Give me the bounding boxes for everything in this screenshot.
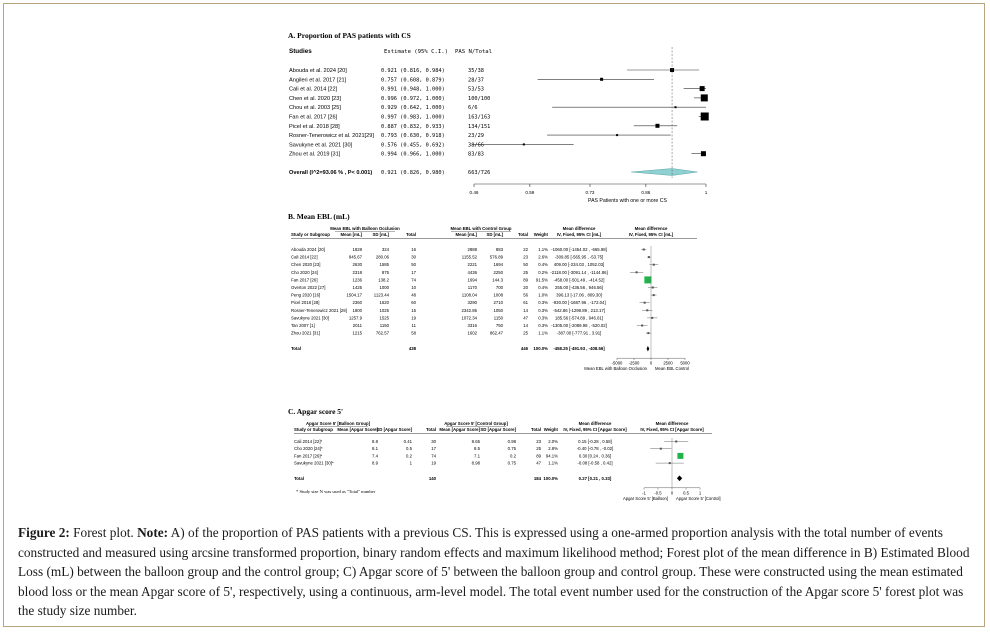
panel-a-overall-estimate: 0.921 (0.826, 0.980) [381,170,445,176]
panelB-mean2: 1170 [467,285,477,290]
panelC-sd2: 0.75 [507,446,516,452]
panel-a-estimate: 0.996 (0.972, 1.000) [381,95,445,102]
panel-a-pas-count: 23/29 [468,133,484,140]
panelB-sd1: 762.57 [375,330,389,336]
panelB-md2-sub-header: IV, Fixed, 95% CI [mL] [628,232,674,237]
panelC-x-tick-label: -1 [642,490,646,496]
panel-a-overall-diamond [631,169,697,176]
panelB-md-header: Mean difference [562,226,596,231]
panelB-total1: 17 [411,269,416,275]
panelB-point [646,309,648,311]
panelB-total2: 25 [523,269,528,275]
panel-a-pas-count: 163/163 [468,114,491,121]
panelC-weight: 2.0% [548,439,558,444]
panelB-total-n2: 446 [520,346,528,352]
panelB-total2: 14 [523,307,528,313]
panel-a-pas-count: 38/66 [468,142,484,149]
panelB-ci-text: -309.85 [-565.95 , -53.75] [554,254,604,260]
panelB-total-label: Total [291,346,301,352]
panelC-mean1: 8.9 [372,460,378,466]
panel-b-header [291,226,697,239]
panelB-study-label: Zhou 2021 [31] [291,330,320,336]
panel-a-estimate: 0.757 (0.608, 0.879) [381,77,445,84]
panelC-study-header: Study or Subgroup [294,427,333,432]
panelB-mean1: 1828 [352,247,362,252]
panelB-x-tick-label: 2500 [663,360,673,366]
panelB-total2-header: Total [518,232,528,237]
panel-a-point [616,134,618,136]
panelB-point [653,264,655,266]
panelB-sd1: 1000 [379,285,389,290]
panelB-mean1: 1236 [352,277,362,283]
panelC-md2-sub-header: IV, Fixed, 95% CI [Apgar Score] [640,427,704,432]
panelB-weight: 0.2% [538,269,548,275]
panel-c-title: C. Apgar score 5' [288,407,344,416]
panelC-total1: 74 [431,453,436,459]
panelB-mean2: 1108.04 [461,292,477,298]
panelB-study-label: Picel 2018 [28] [291,300,320,306]
panelB-point [636,271,638,273]
panelC-weight: 2.8% [548,446,558,452]
panel-a-forest-plot [470,47,709,195]
panel-a-study-label: Zhou et al. 2019 [31] [289,151,341,158]
panelC-study-label: Cali 2014 [22]* [294,439,323,444]
panel-a-pas-count: 134/151 [468,123,491,130]
panelC-total-n2: 184 [533,475,541,481]
figure-caption [18,523,976,621]
panelC-sd1: 1 [409,460,412,466]
panelC-weight: 1.1% [548,460,558,466]
panelC-mean2: 8.5 [474,446,480,452]
panel-a-study-label: Chou et al. 2003 [25] [289,105,341,112]
panelB-weight: 0.3% [538,315,548,321]
panelB-sd1-header: SD [mL] [372,232,389,237]
panelB-weight: 0.3% [538,307,548,313]
panelB-study-label: Cali 2014 [22] [291,254,318,260]
panelB-favours-left: Mean EBL with Balloon Occlusion [584,366,647,372]
panelC-total-weight: 100.0% [543,475,558,481]
panelB-total-diamond [647,346,650,352]
panelC-point [669,462,671,464]
panel-a-header-pas: PAS N/Total [455,49,493,55]
panelB-total-n1: 438 [408,346,416,352]
panelB-sd1: 875 [381,269,389,275]
panelB-sd1: 138.2 [378,277,389,283]
panelC-group2-header: Apgar Score 5' [Control Group] [444,421,508,426]
panelB-sd1: 280.06 [375,254,389,260]
panel-a-study-label: Cali et al. 2014 [22] [289,86,338,93]
panelC-total2: 23 [536,439,541,444]
panelB-study-label: Cho 2020 [24] [291,269,318,275]
panelC-total1: 30 [431,439,436,444]
panelC-weight-header: Weight [543,427,558,432]
panelC-mean2: 8.98 [471,460,480,466]
panelB-point [643,249,645,251]
panel-a-x-tick-label: 0.73 [585,190,595,195]
panelB-total2: 23 [523,254,528,260]
panel-c-header [294,421,712,434]
panelB-total1: 50 [411,262,416,268]
panelB-study-label: Savukyne 2021 [30] [291,315,329,321]
panelB-total2: 14 [523,323,528,328]
panelB-point [648,256,650,258]
panelB-sd2: 1694 [493,262,503,268]
panelB-ci-text: 185.56 [-574.89 , 946.01] [554,315,604,321]
panel-a-overall-label: Overall (I^2=93.06 % , P< 0.001) [289,170,373,176]
panelB-weight: 2.6% [538,254,548,260]
panel-a-study-label: Savukyne et al. 2021 [30] [289,142,353,149]
panel-a-estimate: 0.991 (0.948, 1.000) [381,86,445,93]
panelB-sd2: 883 [495,247,503,252]
panelC-study-label: Cho 2020 [24]* [294,446,323,452]
panelB-sd1: 1620 [379,300,389,306]
panelC-sd1: 0.5 [406,446,412,452]
panelB-x-tick-label: -2500 [628,360,640,366]
panelB-total1: 58 [411,330,416,336]
caption-note-label: Note: [137,525,169,540]
caption-text-b: A) of the proportion of PAS patients with a previous CS. This is expressed using a one-armed proportion analysis with the total number of events constructed and measured using arcsine transformed proportion, binary random effects and maximum likelihood method; Forest plot of the mean difference in B) Estimated Blood Loss (mL) between the balloon group and the control group; C) Apgar score of 5' between the balloon group and control group. These were constructed using the mean estimated blood loss or the mean Apgar score of 5', respectively, using a continuous, arm-level model. The total event number used for the construction of the Apgar score 5' forest plot was the study size number. [18,525,970,619]
panelC-total-ci: 0.27 [0.21 , 0.33] [578,475,612,481]
panel-a-header-estimate: Estimate (95% C.I.) [384,49,448,55]
panelB-total1: 11 [411,323,416,328]
panelC-total1: 19 [431,460,436,466]
panel-a-estimate: 0.921 (0.816, 0.984) [381,68,445,74]
panel-a-x-tick-label: 0.46 [469,190,479,195]
panelB-total2: 56 [523,292,528,298]
panelB-ci-text: -458.00 [-501.49 , -414.52] [553,277,605,283]
panelB-mean1: 1257.9 [348,315,362,321]
panelB-mean2: 3290 [467,300,477,306]
panelB-mean2: 2221 [467,262,477,268]
panelC-mean2-header: Mean [Apgar Score] [439,427,480,432]
panelB-point [644,302,646,304]
panel-a-pas-count: 28/37 [468,77,484,84]
panel-a-study-label: Picel et al. 2018 [28] [289,123,340,130]
panelB-total1: 10 [411,285,416,290]
panelC-sd2: 0.75 [507,460,516,466]
panelB-total2: 22 [523,247,528,252]
panelC-mean1: 8.1 [372,446,378,452]
panel-a-pas-count: 100/100 [468,95,491,102]
panelC-weight: 94.1% [545,453,558,459]
panelC-x-tick-label: 0 [670,490,674,496]
panelB-study-label: Overton 2022 [27] [291,285,326,290]
panelB-total1-header: Total [406,232,416,237]
panel-a-point [701,151,706,156]
panelB-study-header: Study or Subgroup [291,232,330,237]
panelB-point [641,325,643,327]
panelB-md2-header: Mean difference [634,226,668,231]
panelB-weight-header: Weight [533,232,548,237]
panelB-total2: 89 [523,277,528,283]
panelB-mean1: 2360 [352,300,362,306]
panelB-total1: 16 [411,247,416,252]
panelB-sd1: 1525 [379,315,389,321]
panelB-sd2: 144.3 [492,277,503,283]
panelC-md-sub-header: IV, Fixed, 95% CI [Apgar Score] [563,427,627,432]
panelB-study-label: Fan 2017 [26] [291,277,318,283]
panelC-sd1: 0.41 [403,439,412,444]
panelB-sd2: 1150 [493,315,503,321]
panelB-mean1: 845.67 [348,254,362,260]
panel-a-title: A. Proportion of PAS patients with CS [288,31,411,40]
panelB-weight: 0.3% [538,323,548,328]
panelB-sd2: 2250 [493,269,503,275]
panelC-total2: 47 [536,460,541,466]
panelB-sd2: 1008 [493,292,503,298]
panelB-ci-text: 409.00 [-234.03 , 1052.03] [553,262,605,268]
panel-a-pas-count: 6/6 [468,105,478,112]
panelC-point [660,448,662,450]
panelC-total1-header: Total [426,427,436,432]
panelB-sd2: 862.47 [489,330,503,336]
panelB-mean1: 2630 [352,262,362,268]
panelC-mean2: 7.1 [474,453,480,459]
panel-a-study-label: Chen et al. 2020 [23] [289,95,341,102]
panelB-ci-text: 396.13 [-17.06 , 809.30] [556,292,602,298]
panel-a-point [523,143,525,145]
panelB-favours-right: Mean EBL Control [655,366,690,372]
panelB-mean1: 1215 [352,330,362,336]
panel-a-study-label: Abouda et al. 2024 [20] [289,68,347,74]
panelB-total1: 74 [411,277,416,283]
panelB-total2: 47 [523,315,528,321]
panelC-total2: 25 [536,446,541,452]
panelB-weight: 91.5% [535,277,548,283]
panelB-sd1: 1123.44 [373,292,389,298]
panelC-study-label: Savukyne 2021 [30]* [294,460,334,466]
panelB-point [652,287,654,289]
panelB-total1: 19 [411,315,416,321]
panelB-weight: 0.4% [538,262,548,268]
panelC-sd2-header: SD [Apgar Score] [480,427,516,432]
panel-b-rows [291,247,608,351]
panel-a-point [600,78,603,81]
panelC-md2-header: Mean difference [655,421,689,426]
panelB-ci-text: -542.86 [-1298.89 , 213.17] [553,307,605,313]
panel-a-estimate: 0.929 (0.642, 1.000) [381,105,445,112]
panel-a-estimate: 0.793 (0.630, 0.918) [381,133,445,140]
panelB-sd2: 1050 [493,307,503,313]
panelB-point [644,276,651,283]
panelB-point [647,332,649,334]
panel-a-study-label: Fan et al. 2017 [26] [289,114,338,121]
panelB-x-tick-label: -5000 [611,360,623,366]
panelC-mean1: 8.8 [372,439,378,444]
panel-a-point [701,94,708,101]
panelB-ci-text: -387.00 [-777.91 , 3.91] [556,330,602,336]
panelC-total2: 89 [536,453,541,459]
panel-a-point [700,86,705,91]
panelB-ci-text: -930.00 [-1687.96 , -172.04] [552,300,606,306]
panelB-sd1: 1150 [379,323,389,328]
panel-c-rows [294,439,613,481]
panel-a-x-tick-label: 1 [704,190,708,195]
panelB-x-tick-label: 5000 [680,360,690,366]
panelB-sd1: 324 [381,247,389,252]
panelB-mean1: 1504.17 [346,292,362,298]
panelB-total1: 60 [411,300,416,306]
panel-a-rows [289,68,490,176]
panelB-mean2: 1155.52 [461,254,477,260]
panelB-study-label: Abouda 2024 [20] [291,247,325,252]
panel-a-study-label: Rosner-Tenerowicz et al. 2021[29] [289,133,374,140]
panelC-mean2: 8.65 [471,439,480,444]
panelC-ci-text: -0.40 [-0.78 , -0.02] [576,446,614,452]
panel-c-footnote: * Study size N was used as "Total" number [296,489,376,494]
panel-a-pas-count: 83/83 [468,151,484,158]
panelB-mean2: 1602 [467,330,477,336]
panelB-weight: 1.1% [538,247,548,252]
panelB-ci-text: -2118.00 [-3091.14 , -1144.86] [550,269,608,275]
panelC-sd1: 0.2 [406,453,412,459]
panelC-group1-header: Apgar Score 5' [Balloon Group] [305,421,371,426]
panelB-total1: 15 [411,307,416,313]
panelC-total2-header: Total [531,427,541,432]
panel-a-estimate: 0.997 (0.983, 1.000) [381,114,445,121]
panelB-total2: 50 [523,262,528,268]
panel-b-title: B. Mean EBL (mL) [288,212,350,221]
panelB-sd1: 1025 [379,307,389,313]
panelC-x-tick-label: 1 [698,490,702,496]
panelB-mean1: 1800 [352,307,362,313]
panel-a-xlabel: PAS Patients with one or more CS [588,198,667,204]
panelB-weight: 1.0% [538,292,548,298]
panelC-ci-text: 0.15 [-0.28 , 0.58] [578,439,612,444]
panel-a-estimate: 0.576 (0.455, 0.692) [381,142,445,149]
panelB-ci-text: 255.00 [-436.56 , 946.56] [554,285,604,290]
caption-label: Figure 2: [18,525,70,540]
panelC-x-tick-label: -0.5 [654,490,662,496]
panel-a-x-tick-label: 0.86 [641,190,651,195]
panelC-point [677,453,683,459]
panel-a-pas-count: 35/38 [468,68,484,74]
panel-a-estimate: 0.887 (0.832, 0.933) [381,123,445,130]
panelB-mean1-header: Mean [mL] [340,232,362,237]
panelB-study-label: Chen 2020 [23] [291,262,321,268]
panelC-md-header: Mean difference [578,421,612,426]
panelB-study-label: Tan 2007 [1] [291,323,315,328]
panelB-md-sub-header: IV, Fixed, 95% CI [mL] [556,232,602,237]
panel-a-overall-count: 663/726 [468,170,491,176]
panelC-sd1-header: SD [Apgar Score] [376,427,412,432]
panelB-x-tick-label: 0 [649,360,653,366]
panel-a-header-studies: Studies [289,48,312,55]
panelB-total2: 20 [523,285,528,290]
panel-a-x-tick-label: 0.59 [525,190,535,195]
panelC-sd2: 0.2 [510,453,516,459]
panelB-total2: 25 [523,330,528,336]
panelC-study-label: Fan 2017 [26]* [294,453,323,459]
panelC-total1: 17 [431,446,436,452]
panelB-total-ci: -458.25 [-491.93 , -408.56] [553,346,605,352]
panelB-mean1: 1425 [352,285,362,290]
panelC-ci-text: 0.30 [0.24 , 0.36] [578,453,612,459]
panelB-mean2: 1072.34 [461,315,477,321]
panelC-total-n1: 140 [428,475,436,481]
panelC-favours-right: Apgar Score 5' [Control] [676,495,721,501]
panel-a-study-label: Angileri et al. 2017 [21] [289,77,347,84]
panelB-mean2-header: Mean [mL] [455,232,477,237]
panelB-group2-header: Mean EBL with Control Group [450,226,512,231]
panelB-mean2: 3316 [467,323,477,328]
panelB-sd2: 576.89 [489,254,503,260]
caption-text-a: Forest plot. [73,525,134,540]
panel-a-estimate: 0.994 (0.966, 1.000) [381,151,445,158]
panelB-mean2: 2888 [467,247,477,252]
panel-a-point [655,124,659,128]
panelC-total-label: Total [294,475,304,481]
panelB-total-weight: 100.0% [533,346,548,352]
panelB-sd2: 750 [495,323,503,328]
panelB-mean2: 4436 [467,269,477,275]
panelB-total1: 30 [411,254,416,260]
panelB-mean2: 1694 [467,277,477,283]
panelB-weight: 0.4% [538,285,548,290]
panelB-group1-header: Mean EBL with Balloon Occlusion [330,226,400,231]
panel-a-point [674,106,676,108]
panelB-point [651,317,653,319]
panelB-study-label: Rosner-Tenerowicz 2021 [29] [291,307,347,313]
panelB-mean2: 2342.86 [461,307,477,313]
panelC-mean1-header: Mean [Apgar Score] [337,427,378,432]
panelB-sd1: 1585 [379,262,389,268]
panelB-total2: 61 [523,300,528,306]
panelC-sd2: 0.98 [507,439,516,444]
panelB-mean1: 2318 [352,269,362,275]
panelC-x-tick-label: 0.5 [683,490,689,496]
panelC-ci-text: -0.08 [-0.58 , 0.42] [577,460,613,466]
panelB-total1: 48 [411,292,416,298]
panelB-point [653,294,655,296]
panelC-total-diamond [677,476,682,482]
panelB-study-label: Peng 2020 [16] [291,292,321,298]
panel-a-point [701,113,709,121]
panelB-sd2: 700 [495,285,503,290]
panelC-favours-left: Apgar Score 5' [Balloon] [622,495,668,501]
panelB-sd2: 2710 [493,300,503,306]
panelB-mean1: 2011 [352,323,362,328]
panelC-mean1: 7.4 [372,453,378,459]
panelB-sd2-header: SD [mL] [486,232,503,237]
panelC-point [675,441,677,443]
panelB-ci-text: -1305.00 [-2089.98 , -520.02] [551,323,607,328]
panelB-ci-text: -1060.00 [-1454.02 , -665.98] [551,247,607,252]
panelB-weight: 0.3% [538,300,548,306]
panelB-weight: 1.1% [538,330,548,336]
panel-a-pas-count: 53/53 [468,86,484,93]
panel-c-forest-plot [623,438,721,501]
